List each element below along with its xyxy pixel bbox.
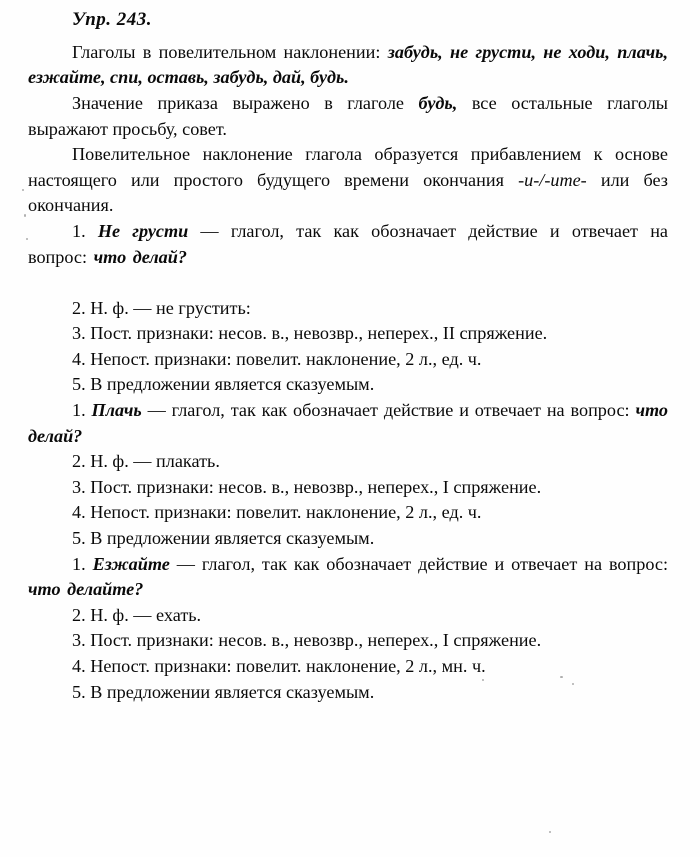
analysis-2-question: что делай? <box>28 400 669 446</box>
analysis-2-line-3: 3. Пост. признаки: несов. в., невозвр., неперех., I спряжение. <box>72 476 542 497</box>
scan-speckle <box>549 831 551 833</box>
paragraph-verb-list <box>28 40 668 91</box>
analysis-2-number: 1. <box>72 400 92 421</box>
verb-list-italic: забудь, не грусти, не ходи, плачь, езжайте, спи, оставь, забудь, дай, будь. <box>28 41 668 88</box>
analysis-1-word: Не грусти <box>97 220 189 241</box>
page-title: Упр. 243. <box>72 9 153 30</box>
scan-speckle <box>24 214 26 217</box>
analysis-3-line-3: 3. Пост. признаки: несов. в., невозвр., неперех., I спряжение. <box>72 630 542 651</box>
scan-speckle <box>22 189 24 191</box>
order-meaning-b: все остальные глаголы выражают просьбу, совет. <box>28 92 668 139</box>
analysis-1-explanation: — глагол, так как обозначает действие и отвечает на вопрос: <box>28 220 668 267</box>
order-meaning-a: Значение приказа выражено в глаголе <box>72 92 419 113</box>
formation-rule-a: Повелительное наклонение глагола образуется прибавлением к основе настоящего или простого будущего времени окончания <box>28 144 668 190</box>
analysis-3-question: что делайте? <box>28 579 144 600</box>
document-body <box>28 8 668 705</box>
formation-rule-suffix: -и-/-ите- <box>518 169 587 190</box>
analysis-1-question: что делай? <box>93 246 187 267</box>
paragraph-order-meaning <box>28 91 668 142</box>
scan-speckle <box>482 679 484 681</box>
analysis-2-line-2: 2. Н. ф. — плакать. <box>72 451 220 472</box>
analysis-1-line-2: 2. Н. ф. — не грустить: <box>72 297 251 318</box>
analysis-1-number: 1. <box>72 220 98 241</box>
analysis-3-explanation: — глагол, так как обозначает действие и отвечает на вопрос: <box>169 553 669 574</box>
analysis-2-line-1 <box>28 398 668 449</box>
analysis-2-word: Плачь <box>91 400 142 421</box>
analysis-3-line-5: 5. В предложении является сказуемым. <box>72 681 375 702</box>
scan-speckle <box>572 683 574 685</box>
analysis-1-line-5: 5. В предложении является сказуемым. <box>72 374 375 395</box>
analysis-3-line-1 <box>28 552 668 603</box>
scan-speckle <box>26 238 28 240</box>
analysis-3-line-2: 2. Н. ф. — ехать. <box>72 604 202 625</box>
analysis-1-line-3: 3. Пост. признаки: несов. в., невозвр., неперех., II спряжение. <box>72 323 548 344</box>
blank-line <box>28 270 668 296</box>
verb-list-intro: Глаголы в повелительном наклонении: <box>72 41 388 62</box>
formation-rule-b: или без окончания. <box>28 169 668 216</box>
analysis-1-line-4: 4. Непост. признаки: повелит. наклонение, 2 л., ед. ч. <box>72 348 482 369</box>
paragraph-formation-rule <box>28 142 668 219</box>
analysis-3-word: Езжайте <box>92 553 170 574</box>
scan-speckle <box>560 676 563 678</box>
analysis-2-explanation: — глагол, так как обозначает действие и отвечает на вопрос: <box>141 400 636 421</box>
analysis-2-line-4: 4. Непост. признаки: повелит. наклонение, 2 л., ед. ч. <box>72 502 482 523</box>
order-meaning-verb: будь, <box>418 92 458 113</box>
analysis-3-line-4: 4. Непост. признаки: повелит. наклонение, 2 л., мн. ч. <box>72 656 486 676</box>
analysis-3-number: 1. <box>72 553 93 574</box>
analysis-1-line-1 <box>28 219 668 270</box>
analysis-2-line-5: 5. В предложении является сказуемым. <box>72 528 375 549</box>
